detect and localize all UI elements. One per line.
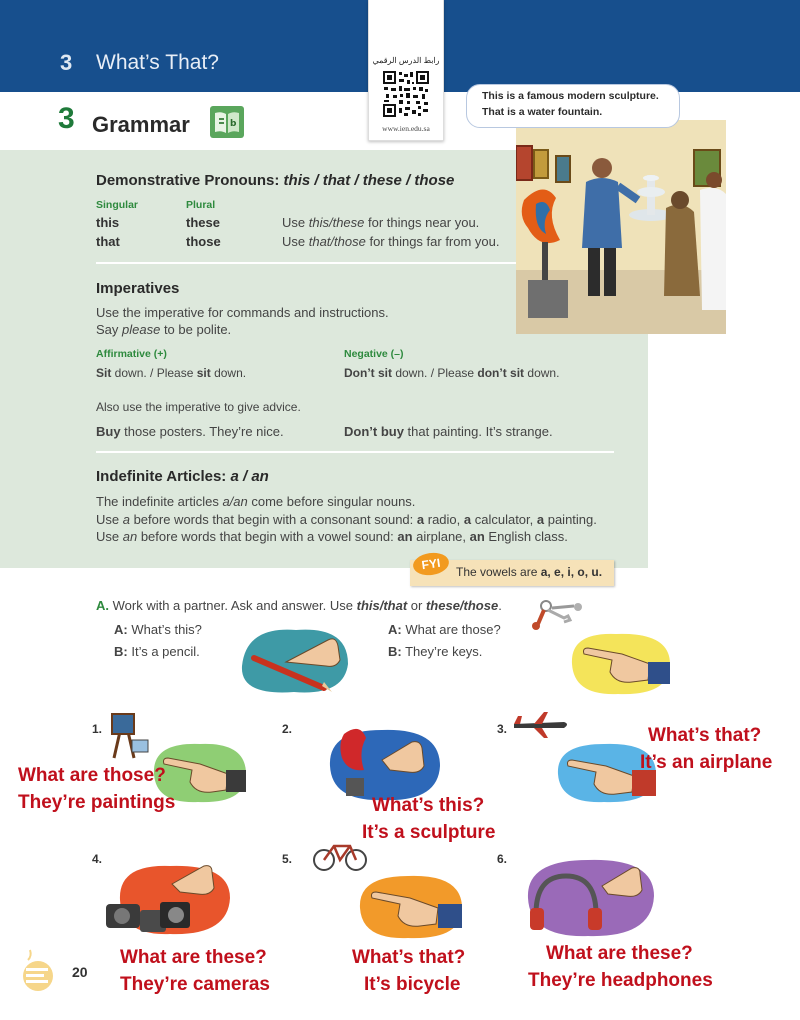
answer-question: What are these? (120, 947, 267, 968)
unit-title: What’s That? (96, 51, 219, 74)
articles-line: Use a before words that begin with a consonant sound: a radio, a calculator, a painting. (96, 512, 597, 527)
answer-response: It’s a sculpture (362, 822, 496, 843)
answer-question: What are those? (18, 765, 166, 786)
publisher-logo-icon (18, 946, 56, 994)
negative-advice: Don’t buy that painting. It’s strange. (344, 424, 553, 439)
unit-number: 3 (60, 50, 73, 75)
item-number: 1. (92, 722, 103, 736)
example-2-answer: B: They’re keys. (388, 644, 483, 659)
airplane-icon (512, 710, 570, 740)
fyi-text: The vowels are a, e, i, o, u. (456, 565, 603, 579)
pencil-pointing-illustration (236, 616, 352, 696)
answer-1 (18, 762, 175, 816)
answer-question: What are these? (546, 943, 693, 964)
usage-text: Use that/those for things far from you. (282, 234, 500, 249)
negative-example: Don’t sit down. / Please don’t sit down. (344, 366, 560, 380)
demonstratives-title: Demonstrative Pronouns: this / that / these / those (96, 172, 455, 189)
item-number: 6. (497, 852, 508, 866)
answer-response: They’re paintings (18, 792, 176, 813)
svg-text:b: b (230, 119, 237, 129)
articles-line: The indefinite articles a/an come before singular nouns. (96, 494, 416, 509)
singular-word: this (96, 215, 120, 230)
speech-bubble-line: This is a famous modern sculpture. (482, 90, 659, 102)
qr-card[interactable] (368, 0, 444, 141)
plural-word: these (186, 215, 220, 230)
section-number: 3 (58, 102, 75, 135)
singular-word: that (96, 234, 120, 249)
answer-3 (640, 722, 772, 776)
affirmative-advice: Buy those posters. They’re nice. (96, 424, 284, 439)
book-icon (210, 106, 244, 138)
item-number: 3. (497, 722, 508, 736)
fyi-badge: FYI (412, 551, 451, 578)
answer-4 (120, 944, 270, 998)
answer-response: They’re headphones (528, 970, 713, 991)
negative-label: Negative (–) (344, 348, 404, 360)
answer-2 (362, 792, 495, 846)
pointing-hand-illustration (566, 628, 672, 698)
easel-paintings-icon (106, 710, 150, 760)
cameras-pointing-illustration (104, 858, 234, 940)
imperatives-title: Imperatives (96, 280, 180, 297)
usage-text: Use this/these for things near you. (282, 215, 480, 230)
singular-label: Singular (96, 199, 139, 211)
example-2-question: A: What are those? (388, 622, 501, 637)
speech-bubble-line: That is a water fountain. (482, 106, 603, 118)
section-title: Grammar (92, 112, 190, 137)
answer-6 (528, 940, 713, 994)
page-number: 20 (72, 964, 88, 980)
example-1-question: A: What’s this? (114, 622, 202, 637)
answer-response: They’re cameras (120, 974, 270, 995)
imperatives-line: Say please to be polite. (96, 322, 232, 337)
item-number: 2. (282, 722, 293, 736)
headphones-pointing-illustration (522, 852, 658, 942)
example-1-answer: B: It’s a pencil. (114, 644, 200, 659)
answer-response: It’s an airplane (640, 752, 773, 773)
pointing-hand-illustration (354, 872, 466, 942)
articles-title: Indefinite Articles: a / an (96, 468, 269, 485)
bicycle-icon (312, 838, 368, 872)
qr-url[interactable]: www.ien.edu.sa (382, 124, 430, 133)
advice-line: Also use the imperative to give advice. (96, 400, 301, 414)
exercise-a-instructions: A. Work with a partner. Ask and answer. Use this/that or these/those. (96, 598, 502, 613)
museum-scene-illustration (516, 120, 726, 334)
qr-code-icon (382, 70, 430, 118)
keys-icon (524, 598, 584, 632)
plural-word: those (186, 234, 221, 249)
affirmative-example: Sit down. / Please sit down. (96, 366, 247, 380)
answer-question: What’s that? (648, 725, 762, 746)
answer-question: What’s that? (352, 947, 466, 968)
item-number: 4. (92, 852, 103, 866)
answer-question: What’s this? (372, 795, 485, 816)
imperatives-line: Use the imperative for commands and instructions. (96, 305, 389, 320)
answer-response: It’s bicycle (364, 974, 461, 995)
affirmative-label: Affirmative (+) (96, 348, 167, 360)
item-number: 5. (282, 852, 293, 866)
answer-5 (352, 944, 465, 998)
plural-label: Plural (186, 199, 216, 211)
articles-line: Use an before words that begin with a vowel sound: an airplane, an English class. (96, 529, 568, 544)
divider (96, 451, 614, 453)
qr-label: رابط الدرس الرقمي (372, 56, 440, 65)
